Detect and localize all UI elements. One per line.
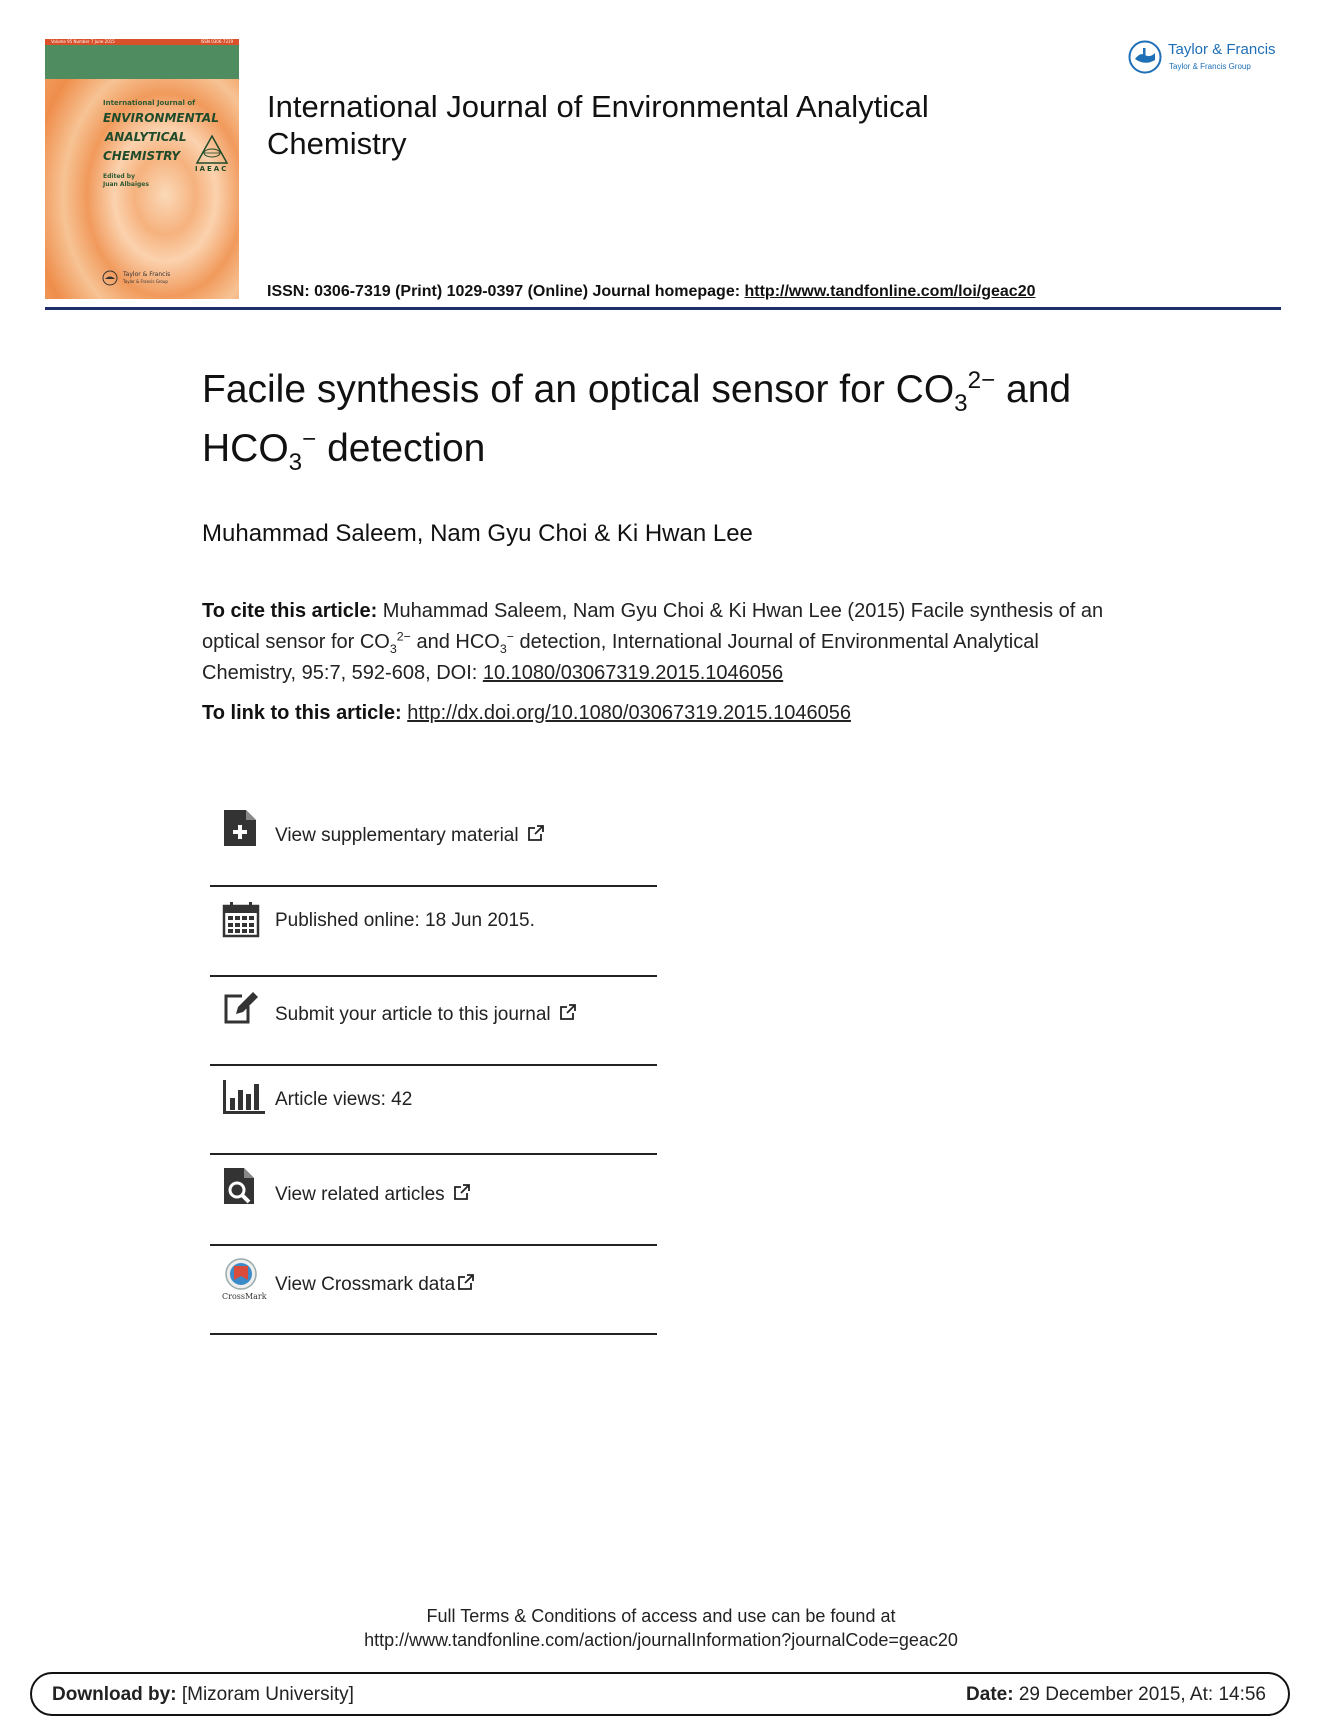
title-superscript: 2−	[967, 367, 996, 394]
header-divider	[45, 307, 1281, 310]
doi-link[interactable]: 10.1080/03067319.2015.1046056	[482, 662, 784, 684]
terms-url-link[interactable]: http://www.tandfonline.com/action/journalInformation?journalCode=geac20	[364, 1630, 958, 1650]
cover-publisher	[123, 271, 170, 285]
info-item-text: View Crossmark data	[275, 1274, 456, 1295]
citation-text: Muhammad Saleem, Nam Gyu Choi & Ki Hwan Lee (2015) Facile synthesis of an optical sensor for CO	[202, 600, 1104, 653]
info-item-label: Article views: 42	[275, 1089, 413, 1110]
cover-issn-text: ISSN 0306-7319	[200, 39, 233, 44]
info-divider	[210, 1153, 657, 1155]
external-link-icon	[559, 1003, 577, 1021]
info-divider	[210, 975, 657, 977]
title-text: HCO	[202, 427, 289, 470]
title-subscript: 3	[954, 389, 968, 417]
citation-text: detection, International Journal of Environmental Analytical Chemistry, 95:7, 592-608, DOI:	[202, 631, 1039, 684]
crossmark-icon	[220, 1258, 262, 1290]
info-item-text: Submit your article to this journal	[275, 1004, 551, 1025]
citation-subscript: 3	[389, 642, 397, 656]
cover-publisher-icon	[102, 270, 118, 286]
cover-society-logo-icon	[195, 133, 229, 167]
info-item-label	[275, 1003, 577, 1026]
info-item-label	[275, 824, 545, 847]
article-title	[202, 360, 1142, 478]
publisher-name: Taylor & Francis	[1168, 41, 1276, 58]
article-link-label: To link to this article:	[202, 702, 408, 724]
cover-editor-label: Edited by	[103, 173, 135, 180]
download-label: Download by:	[52, 1684, 177, 1705]
citation-label: To cite this article:	[202, 600, 378, 622]
external-link-icon	[457, 1273, 475, 1291]
cover-editor-name: Juan Albaiges	[103, 181, 149, 188]
edit-icon	[222, 988, 260, 1026]
cover-editor	[103, 173, 149, 189]
cover-society-label: IAEAC	[195, 165, 229, 173]
info-divider	[210, 1333, 657, 1335]
download-date	[966, 1684, 1266, 1706]
info-item-views	[210, 1076, 657, 1136]
terms-line: Full Terms & Conditions of access and use can be found at	[426, 1606, 896, 1626]
info-item-text: View supplementary material	[275, 825, 519, 846]
cover-publisher-name: Taylor & Francis	[123, 271, 171, 278]
issn-text: ISSN: 0306-7319 (Print) 1029-0397 (Online) Journal homepage:	[267, 283, 741, 300]
journal-homepage-link[interactable]: http://www.tandfonline.com/loi/geac20	[744, 283, 1036, 300]
citation-superscript: 2−	[396, 629, 411, 644]
info-item-crossmark[interactable]	[210, 1258, 657, 1318]
article-authors: Muhammad Saleem, Nam Gyu Choi & Ki Hwan Lee	[202, 520, 753, 547]
title-text: Facile synthesis of an optical sensor for CO	[202, 368, 955, 411]
calendar-icon	[222, 900, 260, 938]
info-divider	[210, 885, 657, 887]
file-search-icon	[222, 1166, 260, 1204]
info-item-supplementary[interactable]	[210, 808, 657, 868]
title-superscript: −	[302, 426, 317, 453]
citation-superscript: −	[506, 629, 514, 644]
article-link-line	[202, 702, 851, 725]
info-item-label	[275, 1273, 475, 1296]
info-divider	[210, 1064, 657, 1066]
external-link-icon	[453, 1183, 471, 1201]
info-item-related[interactable]	[210, 1166, 657, 1226]
cover-title-line3: CHEMISTRY	[103, 149, 181, 163]
citation-text: and HCO	[410, 631, 500, 653]
publisher-logo	[1128, 38, 1288, 78]
cover-title-line2: ANALYTICAL	[105, 130, 187, 144]
article-doi-url-link[interactable]: http://dx.doi.org/10.1080/03067319.2015.1046056	[407, 702, 851, 724]
cover-volume-text: Volume 95 Number 7 June 2015	[51, 39, 115, 44]
cover-band-text	[51, 39, 233, 44]
issn-line	[267, 283, 1035, 301]
cover-top-band	[45, 39, 239, 79]
cover-publisher-sub: Taylor & Francis Group	[123, 279, 168, 284]
download-by	[52, 1684, 354, 1706]
cover-title-line1: ENVIRONMENTAL	[103, 111, 219, 125]
title-subscript: 3	[288, 448, 303, 476]
bar-chart-icon	[222, 1078, 266, 1116]
date-label: Date:	[966, 1684, 1014, 1705]
citation-block	[202, 596, 1132, 689]
publisher-group: Taylor & Francis Group	[1169, 62, 1251, 71]
title-text: detection	[316, 427, 486, 470]
date-value: 29 December 2015, At: 14:56	[1013, 1684, 1266, 1705]
info-item-submit[interactable]	[210, 988, 657, 1048]
title-text: and	[995, 368, 1072, 411]
cover-kicker: International Journal of	[103, 99, 196, 107]
download-info-bar	[30, 1672, 1290, 1716]
info-item-text: View related articles	[275, 1184, 445, 1205]
external-link-icon	[527, 824, 545, 842]
info-item-label	[275, 1183, 471, 1206]
download-value: [Mizoram University]	[176, 1684, 354, 1705]
info-item-label: Published online: 18 Jun 2015.	[275, 910, 535, 931]
citation-subscript: 3	[499, 642, 507, 656]
terms-notice	[0, 1604, 1322, 1652]
journal-cover	[45, 39, 239, 299]
publisher-logo-icon	[1128, 40, 1162, 74]
crossmark-caption: CrossMark	[222, 1292, 267, 1301]
file-plus-icon	[222, 808, 260, 846]
info-item-published	[210, 898, 657, 958]
info-divider	[210, 1244, 657, 1246]
journal-title: International Journal of Environmental Analytical Chemistry	[267, 89, 929, 161]
